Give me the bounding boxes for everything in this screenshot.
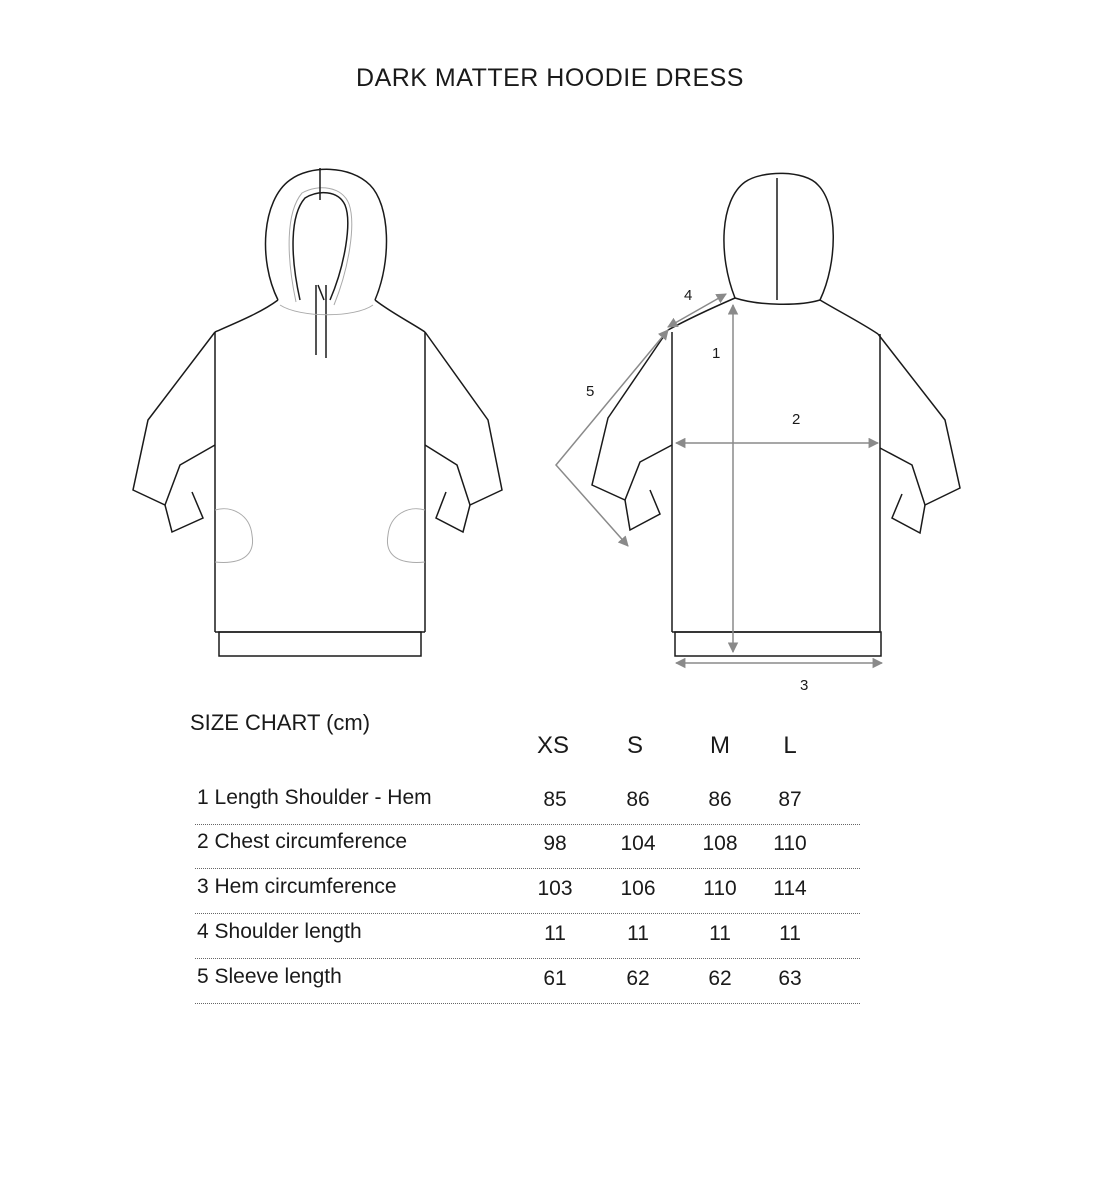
front-pocket-right — [387, 509, 425, 563]
measure-5-sleeve — [556, 330, 668, 546]
cell-s: 11 — [627, 922, 649, 945]
table-row — [195, 914, 860, 959]
measure-label-3: 3 — [800, 677, 809, 694]
cell-s: 104 — [620, 832, 656, 855]
row-label: 1 Length Shoulder - Hem — [197, 786, 432, 809]
cell-l: 110 — [773, 832, 807, 855]
table-row — [195, 824, 860, 869]
front-left-sleeve — [133, 332, 215, 505]
row-label: 2 Chest circumference — [197, 830, 408, 853]
cell-s: 62 — [626, 967, 650, 990]
front-right-cuff — [436, 492, 470, 532]
cell-l: 114 — [773, 877, 807, 900]
cell-m: 86 — [708, 788, 732, 811]
size-header-xs: XS — [536, 732, 569, 759]
measure-label-2: 2 — [792, 411, 801, 428]
table-row — [195, 869, 860, 914]
cell-xs: 103 — [537, 877, 573, 900]
size-header-m: M — [710, 732, 730, 759]
cell-m: 11 — [709, 922, 731, 945]
page-title: DARK MATTER HOODIE DRESS — [356, 64, 744, 92]
size-chart-title: SIZE CHART (cm) — [190, 710, 371, 735]
table-row — [195, 780, 860, 825]
back-right-sleeve — [878, 334, 960, 505]
front-right-sleeve — [425, 332, 502, 505]
cell-l: 11 — [779, 922, 801, 945]
front-pocket-left — [215, 509, 253, 563]
front-hood-opening — [293, 193, 348, 300]
measure-label-5: 5 — [586, 383, 595, 400]
back-left-cuff — [625, 490, 660, 530]
cell-l: 87 — [778, 788, 802, 811]
cell-xs: 85 — [543, 788, 567, 811]
back-hood — [724, 173, 833, 300]
cell-l: 63 — [778, 967, 802, 990]
front-view — [133, 168, 502, 656]
cell-m: 62 — [708, 967, 732, 990]
row-label: 5 Sleeve length — [197, 965, 342, 988]
cell-m: 108 — [702, 832, 738, 855]
cell-xs: 98 — [543, 832, 567, 855]
back-right-cuff — [892, 494, 925, 533]
front-left-cuff — [165, 492, 203, 532]
back-view — [592, 173, 960, 656]
cell-m: 110 — [703, 877, 737, 900]
front-hood — [266, 169, 387, 300]
cell-s: 106 — [620, 877, 656, 900]
back-left-sleeve — [592, 330, 672, 500]
front-hem-band — [219, 632, 421, 656]
cell-s: 86 — [626, 788, 650, 811]
measure-label-1: 1 — [712, 345, 721, 362]
measure-4-shoulder — [668, 294, 726, 327]
row-label: 4 Shoulder length — [197, 920, 362, 943]
size-header-l: L — [783, 732, 797, 759]
back-hem-band — [675, 632, 881, 656]
row-label: 3 Hem circumference — [197, 875, 397, 898]
cell-xs: 11 — [544, 922, 566, 945]
size-header-s: S — [626, 732, 643, 759]
table-row — [195, 959, 860, 1004]
cell-xs: 61 — [543, 967, 567, 990]
measure-label-4: 4 — [684, 287, 693, 304]
